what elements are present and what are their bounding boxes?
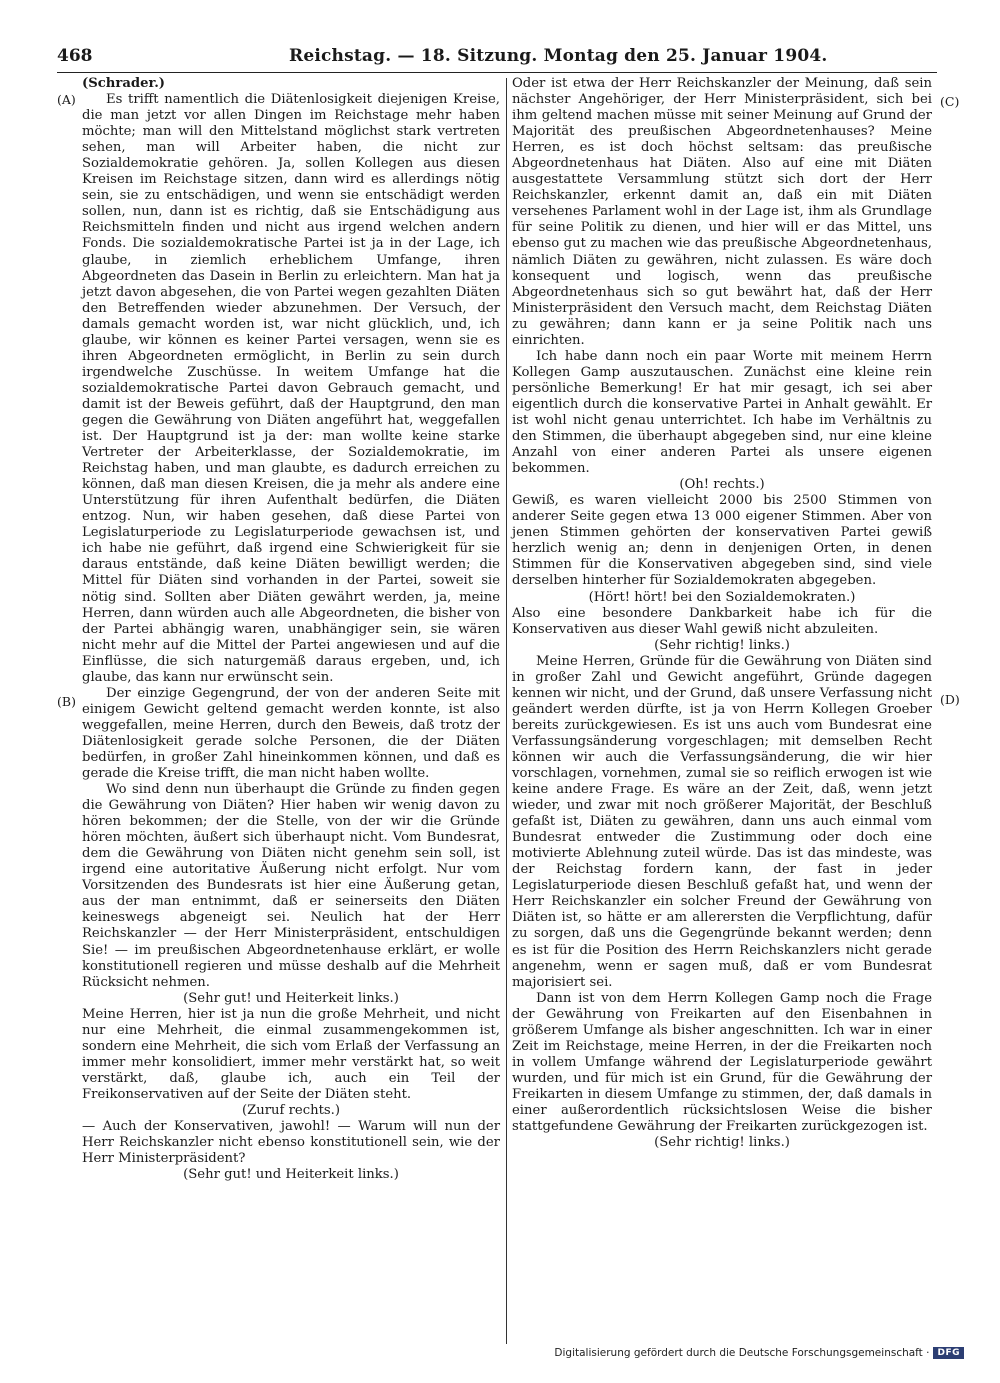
paragraph: Gewiß, es waren vielleicht 2000 bis 2500 Stimmen von anderer Seite gegen etwa 13 000 eigener Stimmen. Aber von jenen Stimmen gehörten der konservativen Partei gewiß herzlich wenig an; denn in denjenigen Orten, in denen Stimmen für die Konservativen abgegeben sind, sind viele derselben hinterher für Sozialdemokraten abgegeben. bbox=[512, 493, 932, 589]
paragraph: — Auch der Konservativen, jawohl! — Warum will nun der Herr Reichskanzler nicht ebenso konstitutionell sein, wie der Herr Ministerpräsident? bbox=[82, 1119, 500, 1167]
paragraph: Wo sind denn nun überhaupt die Gründe zu finden gegen die Gewährung von Diäten? Hier haben wir wenig davon zu hören bekommen; der die Stelle, von der wir die Gründe hören möchten, äußert sich überhaupt nicht. Vom Bundesrat, dem die Gewährung von Diäten nicht genehm sein soll, ist irgend eine autoritative Äußerung nicht erfolgt. Nur vom Vorsitzenden des Bundesrats ist hier eine Äußerung getan, aus der man entnimmt, daß er seinerseits den Diäten keineswegs abgeneigt sei. Neulich hat der Herr Reichskanzler — der Herr Ministerpräsident, entschuldigen Sie! — im preußischen Abgeordnetenhause erklärt, er wolle konstitutionell regieren und müsse deshalb auf die Mehrheit Rücksicht nehmen. bbox=[82, 782, 500, 990]
interjection: (Sehr richtig! links.) bbox=[654, 637, 790, 653]
running-head: Reichstag. — 18. Sitzung. Montag den 25. Januar 1904. bbox=[289, 46, 828, 66]
interjection: (Sehr gut! und Heiterkeit links.) bbox=[183, 1167, 399, 1183]
margin-mark-d: (D) bbox=[940, 692, 960, 707]
speaker-name: (Schrader.) bbox=[82, 76, 166, 91]
credit-text: Digitalisierung gefördert durch die Deutsche Forschungsgemeinschaft · bbox=[554, 1347, 930, 1359]
paragraph: Meine Herren, hier ist ja nun die große Mehrheit, und nicht nur eine Mehrheit, die einmal zusammengekommen ist, sondern eine Mehrheit, die sich vom Erlaß der Verfassung an immer mehr konsolidiert, immer mehr verstärkt hat, so weit verstärkt, daß, glaube ich, auch ein Teil der Freikonservativen auf der Seite der Diäten steht. bbox=[82, 1006, 500, 1102]
margin-mark-b: (B) bbox=[57, 694, 76, 709]
page-number: 468 bbox=[57, 46, 93, 66]
right-text-column bbox=[512, 76, 932, 1151]
margin-mark-a: (A) bbox=[57, 92, 76, 107]
interjection: (Hört! hört! bei den Sozialdemokraten.) bbox=[588, 589, 856, 605]
interjection: (Oh! rechts.) bbox=[679, 477, 765, 493]
margin-mark-c: (C) bbox=[940, 94, 960, 109]
column-divider bbox=[506, 78, 507, 1344]
digitization-credit bbox=[554, 1344, 964, 1362]
paragraph: Es trifft namentlich die Diätenlosigkeit diejenigen Kreise, die man jetzt vor allen Dingen im Reichstage mehr haben möchte; man will den Mittelstand möglichst stark vertreten sehen, man will Arbeiter haben, die nicht zur Sozialdemokratie gehören. Ja, sollen Kollegen aus diesen Kreisen im Reichstage sitzen, dann wird es allerdings nötig sein, sie zu entschädigen, und wenn sie entschädigt werden sollen, nun, dann ist es richtig, daß sie Entschädigung aus Reichsmitteln finden und nicht aus irgend welchen andern Fonds. Die sozialdemokratische Partei ist ja in der Lage, ich glaube, in ziemlich erheblichem Umfange, ihren Abgeordneten das Dasein in Berlin zu erleichtern. Man hat ja jetzt davon abgesehen, die von Partei wegen gezahlten Diäten den Betreffenden wieder abzunehmen. Der Versuch, der damals gemacht worden ist, war nicht glücklich, und, ich glaube, wir können es keiner Partei versagen, wenn sie es ihren Abgeordneten ermöglicht, in Berlin zu sein durch irgendwelche Zuschüsse. In weitem Umfange hat die sozialdemokratische Partei davon Gebrauch gemacht, und damit ist der Beweis geführt, daß der Hauptgrund, den man gegen die Gewährung von Diäten angeführt hat, weggefallen ist. Der Hauptgrund ist ja der: man wollte keine starke Vertreter der Arbeiterklasse, der Sozialdemokratie, im Reichstag haben, und man glaubte, es dadurch erreichen zu können, daß man diesen Kreisen, die ja mehr als andere eine Unterstützung für ihren Aufenthalt bedürfen, die Diäten entzog. Nun, wir haben gesehen, daß diese Partei von Legislaturperiode zu Legislaturperiode gewachsen ist, und ich habe nie geführt, daß irgend eine Schwierigkeit für sie daraus entstände, daß keine Diäten bewilligt werden; die Mittel für Diäten sind vorhanden in der Partei, soweit sie nötig sind. Sollten aber Diäten gewährt werden, ja, meine Herren, dann würden auch alle Abgeordneten, die bisher von der Partei abhängig waren, unabhängiger sein, sie wären nicht mehr auf die Mittel der Partei angewiesen und auf die Einflüsse, die sich naturgemäß daraus ergeben, und, ich glaube, das kann nur erwünscht sein. bbox=[82, 92, 500, 685]
page-header bbox=[57, 44, 937, 73]
dfg-logo: DFG bbox=[933, 1347, 964, 1359]
paragraph: Meine Herren, Gründe für die Gewährung von Diäten sind in großer Zahl und Gewicht angeführt, Gründe dagegen kennen wir nicht, und der Grund, daß unsere Verfassung nicht geändert werden dürfte, ist ja von Herrn Kollegen Groeber bereits zurückgewiesen. Es ist uns auch vom Bundesrat eine Verfassungsänderung vorgeschlagen; mit demselben Recht können wir auch die Verfassungsänderung, die wir hier vorschlagen, vornehmen, zumal sie so reiflich erwogen ist wie keine andere Frage. Es wäre an der Zeit, daß, wenn jetzt wieder, und zwar mit noch größerer Majorität, der Beschluß gefaßt ist, Diäten zu gewähren, dann uns auch einmal vom Bundesrat entweder die Zustimmung oder doch eine motivierte Ablehnung zuteil würde. Das ist das mindeste, was der Reichstag fordern kann, der fast in jeder Legislaturperiode diesen Beschluß gefaßt hat, und wenn der Herr Reichskanzler ein solcher Freund der Gewährung von Diäten ist, so hätte er am allerersten die Verpflichtung, dafür zu sorgen, daß uns die Gegengründe bekannt werden; denn es ist für die Position des Herrn Reichskanzlers nicht gerade angenehm, wenn er sagen muß, daß er vom Bundesrat majorisiert sei. bbox=[512, 653, 932, 990]
left-text-column bbox=[82, 76, 500, 1183]
paragraph: Dann ist von dem Herrn Kollegen Gamp noch die Frage der Gewährung von Freikarten auf den Eisenbahnen in größerem Umfange als bisher angeschnitten. Ich war in einer Zeit im Reichstage, meine Herren, in der die Freikarten noch in vollem Umfange während der Legislaturperiode gewährt wurden, und für mich ist ein Grund, für die Gewährung der Freikarten in diesem Umfange zu stimmen, der, daß damals in einer außerordentlich rücksichtslosen Weise die bisher stattgefundene Gewährung der Freikarten zurückgezogen ist. bbox=[512, 990, 932, 1135]
interjection: (Sehr richtig! links.) bbox=[654, 1135, 790, 1151]
interjection: (Sehr gut! und Heiterkeit links.) bbox=[183, 990, 399, 1006]
interjection: (Zuruf rechts.) bbox=[241, 1103, 341, 1118]
paragraph: Ich habe dann noch ein paar Worte mit meinem Herrn Kollegen Gamp auszutauschen. Zunächst eine kleine rein persönliche Bemerkung! Er hat mir gesagt, ich sei aber eigentlich durch die konservative Partei in Anhalt gewählt. Er ist wohl nicht genau unterrichtet. Ich habe im Verhältnis zu den Stimmen, die überhaupt abgegeben sind, nur eine kleine Anzahl von einer anderen Partei als unsere eigenen bekommen. bbox=[512, 348, 932, 477]
paragraph: Oder ist etwa der Herr Reichskanzler der Meinung, daß sein nächster Angehöriger, der Herr Ministerpräsident, sich bei ihm geltend machen müsse mit seiner Meinung auf Grund der Majorität des preußischen Abgeordnetenhauses? Meine Herren, es ist doch höchst seltsam: das preußische Abgeordnetenhaus hat Diäten. Also auf eine mit Diäten ausgestattete Versammlung stützt sich dort der Herr Reichskanzler, erkennt damit an, daß ein mit Diäten versehenes Parlament wohl in der Lage ist, ihm als Grundlage für seine Politik zu dienen, und hier will er das Mittel, uns ebenso gut zu machen wie das preußische Abgeordnetenhaus, nämlich Diäten zu gewähren, nicht zulassen. Es wäre doch konsequent und logisch, wenn das preußische Abgeordnetenhaus sich so gut bewährt hat, daß der Herr Ministerpräsident den Versuch macht, dem Reichstag Diäten zu gewähren; dann kann er ja seine Politik nach uns einrichten. bbox=[512, 76, 932, 348]
paragraph: Der einzige Gegengrund, der von der anderen Seite mit einigem Gewicht geltend gemacht werden konnte, ist also weggefallen, meine Herren, durch den Beweis, daß trotz der Diätenlosigkeit gerade solche Personen, die der Diäten bedürfen, in großer Zahl hineinkommen können, und daß es gerade die Kreise trifft, die man nicht haben wollte. bbox=[82, 685, 500, 782]
paragraph: Also eine besondere Dankbarkeit habe ich für die Konservativen aus dieser Wahl gewiß nicht abzuleiten. bbox=[512, 605, 932, 637]
